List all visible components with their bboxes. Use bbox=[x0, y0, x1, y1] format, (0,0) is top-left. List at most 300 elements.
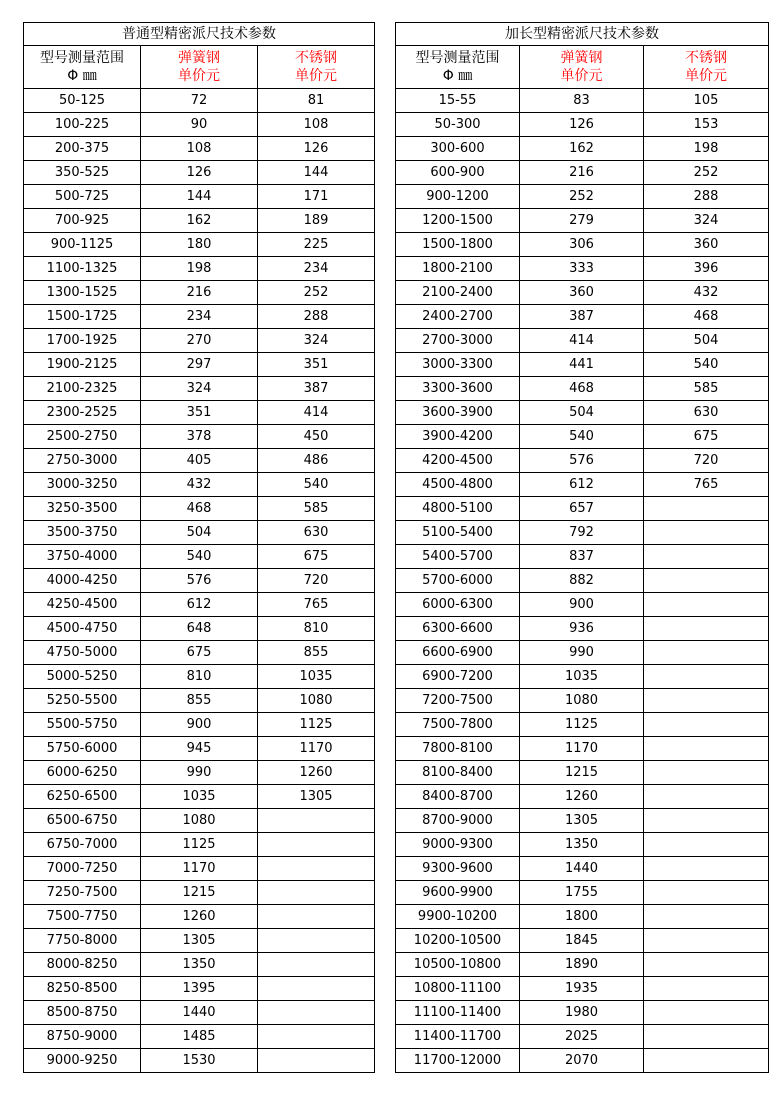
stainless-steel-price-cell: 585 bbox=[644, 377, 769, 401]
stainless-steel-price-cell: 810 bbox=[258, 617, 375, 641]
spring-steel-price-cell: 504 bbox=[520, 401, 644, 425]
range-cell: 6500-6750 bbox=[24, 809, 141, 833]
range-cell: 1700-1925 bbox=[24, 329, 141, 353]
stainless-steel-price-cell bbox=[644, 737, 769, 761]
range-cell: 7200-7500 bbox=[396, 689, 520, 713]
stainless-steel-price-cell bbox=[644, 689, 769, 713]
stainless-steel-price-cell: 153 bbox=[644, 113, 769, 137]
stainless-steel-price-cell bbox=[258, 929, 375, 953]
range-cell: 8700-9000 bbox=[396, 809, 520, 833]
spring-steel-price-cell: 324 bbox=[141, 377, 258, 401]
range-cell: 2100-2400 bbox=[396, 281, 520, 305]
stainless-steel-price-cell bbox=[258, 833, 375, 857]
spring-steel-price-cell: 432 bbox=[141, 473, 258, 497]
stainless-steel-price-cell: 468 bbox=[644, 305, 769, 329]
table-row bbox=[24, 881, 375, 905]
spring-steel-price-cell: 180 bbox=[141, 233, 258, 257]
header-line-2: Φ ㎜ bbox=[442, 68, 473, 84]
range-cell: 10800-11100 bbox=[396, 977, 520, 1001]
stainless-steel-price-cell bbox=[644, 713, 769, 737]
stainless-steel-price-cell bbox=[644, 977, 769, 1001]
spring-steel-price-cell: 1890 bbox=[520, 953, 644, 977]
range-cell: 1500-1800 bbox=[396, 233, 520, 257]
table-row bbox=[24, 665, 375, 689]
stainless-steel-price-cell bbox=[644, 809, 769, 833]
range-cell: 3000-3300 bbox=[396, 353, 520, 377]
stainless-steel-price-cell: 1170 bbox=[258, 737, 375, 761]
range-cell: 1900-2125 bbox=[24, 353, 141, 377]
table-title: 加长型精密派尺技术参数 bbox=[396, 23, 769, 46]
spring-steel-price-cell: 1755 bbox=[520, 881, 644, 905]
header-line-1: 型号测量范围 bbox=[40, 50, 124, 66]
stainless-steel-price-cell bbox=[644, 833, 769, 857]
spring-steel-price-cell: 675 bbox=[141, 641, 258, 665]
table-row bbox=[396, 329, 769, 353]
table-row bbox=[24, 713, 375, 737]
range-cell: 5700-6000 bbox=[396, 569, 520, 593]
table-row bbox=[24, 401, 375, 425]
table-row bbox=[396, 929, 769, 953]
model-range-header bbox=[24, 46, 141, 89]
range-cell: 7500-7800 bbox=[396, 713, 520, 737]
spring-steel-price-cell: 945 bbox=[141, 737, 258, 761]
spring-steel-price-cell: 1350 bbox=[520, 833, 644, 857]
spring-steel-price-cell: 90 bbox=[141, 113, 258, 137]
stainless-steel-price-cell: 288 bbox=[258, 305, 375, 329]
spring-steel-price-cell: 1125 bbox=[141, 833, 258, 857]
range-cell: 2700-3000 bbox=[396, 329, 520, 353]
table-row bbox=[396, 617, 769, 641]
spring-steel-price-cell: 648 bbox=[141, 617, 258, 641]
spring-steel-price-cell: 855 bbox=[141, 689, 258, 713]
spring-steel-price-cell: 387 bbox=[520, 305, 644, 329]
table-row bbox=[396, 665, 769, 689]
stainless-steel-price-cell: 1125 bbox=[258, 713, 375, 737]
spring-steel-price-cell: 612 bbox=[141, 593, 258, 617]
standard-ruler-parameters-table bbox=[23, 22, 375, 1073]
range-cell: 6000-6300 bbox=[396, 593, 520, 617]
stainless-steel-price-cell: 234 bbox=[258, 257, 375, 281]
range-cell: 10200-10500 bbox=[396, 929, 520, 953]
spring-steel-price-cell: 216 bbox=[141, 281, 258, 305]
range-cell: 11400-11700 bbox=[396, 1025, 520, 1049]
table-row bbox=[396, 953, 769, 977]
range-cell: 3500-3750 bbox=[24, 521, 141, 545]
table-row bbox=[24, 569, 375, 593]
range-cell: 8250-8500 bbox=[24, 977, 141, 1001]
header-line-1: 弹簧钢 bbox=[178, 50, 220, 66]
range-cell: 900-1200 bbox=[396, 185, 520, 209]
range-cell: 4750-5000 bbox=[24, 641, 141, 665]
range-cell: 8000-8250 bbox=[24, 953, 141, 977]
range-cell: 6750-7000 bbox=[24, 833, 141, 857]
spring-steel-price-header bbox=[520, 46, 644, 89]
table-row bbox=[24, 185, 375, 209]
spring-steel-price-cell: 468 bbox=[141, 497, 258, 521]
range-cell: 4500-4800 bbox=[396, 473, 520, 497]
range-cell: 6300-6600 bbox=[396, 617, 520, 641]
spring-steel-price-cell: 198 bbox=[141, 257, 258, 281]
range-cell: 100-225 bbox=[24, 113, 141, 137]
range-cell: 4500-4750 bbox=[24, 617, 141, 641]
header-line-2: Φ ㎜ bbox=[67, 68, 97, 84]
spring-steel-price-header bbox=[141, 46, 258, 89]
table-row bbox=[24, 1001, 375, 1025]
spring-steel-price-cell: 144 bbox=[141, 185, 258, 209]
table-row bbox=[24, 425, 375, 449]
table-row bbox=[396, 113, 769, 137]
table-row bbox=[396, 137, 769, 161]
table-row bbox=[24, 785, 375, 809]
range-cell: 9300-9600 bbox=[396, 857, 520, 881]
stainless-steel-price-cell: 675 bbox=[258, 545, 375, 569]
spring-steel-price-cell: 1080 bbox=[520, 689, 644, 713]
table-row bbox=[396, 473, 769, 497]
title-row bbox=[24, 23, 375, 46]
stainless-steel-price-cell: 351 bbox=[258, 353, 375, 377]
table-row bbox=[396, 689, 769, 713]
spring-steel-price-cell: 234 bbox=[141, 305, 258, 329]
range-cell: 5100-5400 bbox=[396, 521, 520, 545]
stainless-steel-price-cell: 126 bbox=[258, 137, 375, 161]
table-row bbox=[24, 617, 375, 641]
stainless-steel-price-cell bbox=[644, 641, 769, 665]
table-row bbox=[24, 809, 375, 833]
stainless-steel-price-cell bbox=[644, 569, 769, 593]
spring-steel-price-cell: 1305 bbox=[520, 809, 644, 833]
spring-steel-price-cell: 414 bbox=[520, 329, 644, 353]
spring-steel-price-cell: 306 bbox=[520, 233, 644, 257]
table-row bbox=[24, 497, 375, 521]
table-row bbox=[396, 1025, 769, 1049]
range-cell: 2100-2325 bbox=[24, 377, 141, 401]
spring-steel-price-cell: 1035 bbox=[141, 785, 258, 809]
table-row bbox=[24, 257, 375, 281]
spring-steel-price-cell: 837 bbox=[520, 545, 644, 569]
range-cell: 5500-5750 bbox=[24, 713, 141, 737]
stainless-steel-price-cell: 1260 bbox=[258, 761, 375, 785]
spring-steel-price-cell: 1800 bbox=[520, 905, 644, 929]
stainless-steel-price-cell: 504 bbox=[644, 329, 769, 353]
table-row bbox=[396, 761, 769, 785]
model-range-header bbox=[396, 46, 520, 89]
table-row bbox=[396, 641, 769, 665]
spring-steel-price-cell: 657 bbox=[520, 497, 644, 521]
spring-steel-price-cell: 1485 bbox=[141, 1025, 258, 1049]
range-cell: 11700-12000 bbox=[396, 1049, 520, 1073]
range-cell: 50-300 bbox=[396, 113, 520, 137]
range-cell: 2500-2750 bbox=[24, 425, 141, 449]
stainless-steel-price-cell bbox=[258, 1049, 375, 1073]
spring-steel-price-cell: 126 bbox=[141, 161, 258, 185]
stainless-steel-price-cell: 324 bbox=[644, 209, 769, 233]
table-row bbox=[24, 737, 375, 761]
spring-steel-price-cell: 792 bbox=[520, 521, 644, 545]
stainless-steel-price-cell: 225 bbox=[258, 233, 375, 257]
stainless-steel-price-cell: 720 bbox=[258, 569, 375, 593]
stainless-steel-price-cell bbox=[644, 545, 769, 569]
stainless-steel-price-cell bbox=[258, 953, 375, 977]
stainless-steel-price-cell bbox=[258, 905, 375, 929]
range-cell: 5750-6000 bbox=[24, 737, 141, 761]
spring-steel-price-cell: 468 bbox=[520, 377, 644, 401]
spring-steel-price-cell: 216 bbox=[520, 161, 644, 185]
table-row bbox=[24, 329, 375, 353]
spring-steel-price-cell: 504 bbox=[141, 521, 258, 545]
range-cell: 3300-3600 bbox=[396, 377, 520, 401]
header-line-2: 单价元 bbox=[178, 68, 220, 84]
table-row bbox=[24, 209, 375, 233]
table-row bbox=[24, 953, 375, 977]
spring-steel-price-cell: 162 bbox=[141, 209, 258, 233]
spring-steel-price-cell: 900 bbox=[141, 713, 258, 737]
stainless-steel-price-cell bbox=[258, 1025, 375, 1049]
spring-steel-price-cell: 378 bbox=[141, 425, 258, 449]
spring-steel-price-cell: 72 bbox=[141, 89, 258, 113]
spring-steel-price-cell: 1125 bbox=[520, 713, 644, 737]
table-row bbox=[24, 449, 375, 473]
range-cell: 4200-4500 bbox=[396, 449, 520, 473]
stainless-steel-price-cell: 396 bbox=[644, 257, 769, 281]
table-row bbox=[396, 593, 769, 617]
table-row bbox=[24, 833, 375, 857]
spring-steel-price-cell: 1260 bbox=[520, 785, 644, 809]
table-row bbox=[24, 305, 375, 329]
spring-steel-price-cell: 540 bbox=[520, 425, 644, 449]
stainless-steel-price-cell: 765 bbox=[644, 473, 769, 497]
table-row bbox=[24, 521, 375, 545]
range-cell: 3250-3500 bbox=[24, 497, 141, 521]
range-cell: 7250-7500 bbox=[24, 881, 141, 905]
spring-steel-price-cell: 1530 bbox=[141, 1049, 258, 1073]
table-row bbox=[24, 1049, 375, 1073]
stainless-steel-price-cell: 252 bbox=[258, 281, 375, 305]
spring-steel-price-cell: 576 bbox=[520, 449, 644, 473]
stainless-steel-price-cell bbox=[644, 905, 769, 929]
range-cell: 2750-3000 bbox=[24, 449, 141, 473]
spring-steel-price-cell: 83 bbox=[520, 89, 644, 113]
table-row bbox=[396, 257, 769, 281]
spring-steel-price-cell: 2025 bbox=[520, 1025, 644, 1049]
range-cell: 7750-8000 bbox=[24, 929, 141, 953]
table-row bbox=[24, 89, 375, 113]
header-line-2: 单价元 bbox=[295, 68, 338, 84]
stainless-steel-price-cell: 630 bbox=[644, 401, 769, 425]
range-cell: 8400-8700 bbox=[396, 785, 520, 809]
range-cell: 1100-1325 bbox=[24, 257, 141, 281]
header-line-1: 不锈钢 bbox=[685, 50, 728, 66]
stainless-steel-price-cell: 1080 bbox=[258, 689, 375, 713]
table-row bbox=[396, 161, 769, 185]
table-row bbox=[396, 521, 769, 545]
table-row bbox=[396, 809, 769, 833]
spring-steel-price-cell: 297 bbox=[141, 353, 258, 377]
spring-steel-price-cell: 882 bbox=[520, 569, 644, 593]
stainless-steel-price-cell bbox=[644, 929, 769, 953]
range-cell: 600-900 bbox=[396, 161, 520, 185]
spring-steel-price-cell: 1035 bbox=[520, 665, 644, 689]
table-row bbox=[24, 473, 375, 497]
table-row bbox=[24, 353, 375, 377]
range-cell: 7500-7750 bbox=[24, 905, 141, 929]
table-row bbox=[396, 785, 769, 809]
spring-steel-price-cell: 2070 bbox=[520, 1049, 644, 1073]
header-row bbox=[396, 46, 769, 89]
stainless-steel-price-cell: 486 bbox=[258, 449, 375, 473]
extended-ruler-parameters-table bbox=[395, 22, 769, 1073]
spring-steel-price-cell: 1170 bbox=[520, 737, 644, 761]
table-row bbox=[396, 281, 769, 305]
stainless-steel-price-cell: 288 bbox=[644, 185, 769, 209]
stainless-steel-price-cell: 720 bbox=[644, 449, 769, 473]
table-row bbox=[396, 833, 769, 857]
table-row bbox=[396, 497, 769, 521]
table-row bbox=[396, 977, 769, 1001]
range-cell: 9900-10200 bbox=[396, 905, 520, 929]
table-row bbox=[396, 377, 769, 401]
table-row bbox=[24, 977, 375, 1001]
stainless-steel-price-cell: 189 bbox=[258, 209, 375, 233]
range-cell: 7800-8100 bbox=[396, 737, 520, 761]
range-cell: 350-525 bbox=[24, 161, 141, 185]
stainless-steel-price-cell bbox=[644, 857, 769, 881]
table-row bbox=[396, 185, 769, 209]
stainless-steel-price-cell: 144 bbox=[258, 161, 375, 185]
spring-steel-price-cell: 279 bbox=[520, 209, 644, 233]
stainless-steel-price-cell bbox=[644, 665, 769, 689]
stainless-steel-price-cell: 630 bbox=[258, 521, 375, 545]
spring-steel-price-cell: 576 bbox=[141, 569, 258, 593]
spring-steel-price-cell: 351 bbox=[141, 401, 258, 425]
range-cell: 6250-6500 bbox=[24, 785, 141, 809]
table-row bbox=[396, 209, 769, 233]
table-row bbox=[396, 905, 769, 929]
spring-steel-price-cell: 441 bbox=[520, 353, 644, 377]
spring-steel-price-cell: 810 bbox=[141, 665, 258, 689]
range-cell: 6600-6900 bbox=[396, 641, 520, 665]
stainless-steel-price-cell: 450 bbox=[258, 425, 375, 449]
range-cell: 1300-1525 bbox=[24, 281, 141, 305]
range-cell: 9000-9300 bbox=[396, 833, 520, 857]
spring-steel-price-cell: 612 bbox=[520, 473, 644, 497]
table-row bbox=[24, 137, 375, 161]
spring-steel-price-cell: 1440 bbox=[520, 857, 644, 881]
stainless-steel-price-cell: 855 bbox=[258, 641, 375, 665]
stainless-steel-price-cell: 540 bbox=[644, 353, 769, 377]
header-row bbox=[24, 46, 375, 89]
range-cell: 500-725 bbox=[24, 185, 141, 209]
range-cell: 6900-7200 bbox=[396, 665, 520, 689]
table-row bbox=[396, 857, 769, 881]
spring-steel-price-cell: 126 bbox=[520, 113, 644, 137]
range-cell: 8100-8400 bbox=[396, 761, 520, 785]
stainless-steel-price-cell: 414 bbox=[258, 401, 375, 425]
spring-steel-price-cell: 1350 bbox=[141, 953, 258, 977]
table-row bbox=[396, 545, 769, 569]
table-row bbox=[396, 233, 769, 257]
spring-steel-price-cell: 900 bbox=[520, 593, 644, 617]
table-row bbox=[396, 881, 769, 905]
stainless-steel-price-cell bbox=[644, 1025, 769, 1049]
spring-steel-price-cell: 990 bbox=[520, 641, 644, 665]
table-row bbox=[24, 761, 375, 785]
range-cell: 9600-9900 bbox=[396, 881, 520, 905]
stainless-steel-price-cell: 171 bbox=[258, 185, 375, 209]
table-row bbox=[396, 449, 769, 473]
range-cell: 10500-10800 bbox=[396, 953, 520, 977]
range-cell: 7000-7250 bbox=[24, 857, 141, 881]
stainless-steel-price-cell bbox=[644, 881, 769, 905]
spring-steel-price-cell: 360 bbox=[520, 281, 644, 305]
spring-steel-price-cell: 1170 bbox=[141, 857, 258, 881]
spring-steel-price-cell: 540 bbox=[141, 545, 258, 569]
range-cell: 300-600 bbox=[396, 137, 520, 161]
table-row bbox=[396, 401, 769, 425]
table-row bbox=[24, 905, 375, 929]
range-cell: 8750-9000 bbox=[24, 1025, 141, 1049]
stainless-steel-price-cell: 324 bbox=[258, 329, 375, 353]
range-cell: 1800-2100 bbox=[396, 257, 520, 281]
stainless-steel-price-header bbox=[644, 46, 769, 89]
stainless-steel-price-cell bbox=[644, 785, 769, 809]
range-cell: 4800-5100 bbox=[396, 497, 520, 521]
stainless-steel-price-cell bbox=[644, 593, 769, 617]
range-cell: 15-55 bbox=[396, 89, 520, 113]
spring-steel-price-cell: 333 bbox=[520, 257, 644, 281]
spring-steel-price-cell: 270 bbox=[141, 329, 258, 353]
stainless-steel-price-cell: 105 bbox=[644, 89, 769, 113]
spring-steel-price-cell: 936 bbox=[520, 617, 644, 641]
table-row bbox=[396, 425, 769, 449]
table-row bbox=[396, 1001, 769, 1025]
range-cell: 50-125 bbox=[24, 89, 141, 113]
table-row bbox=[396, 1049, 769, 1073]
range-cell: 5400-5700 bbox=[396, 545, 520, 569]
stainless-steel-price-cell: 585 bbox=[258, 497, 375, 521]
range-cell: 4000-4250 bbox=[24, 569, 141, 593]
stainless-steel-price-cell: 108 bbox=[258, 113, 375, 137]
table-row bbox=[24, 641, 375, 665]
range-cell: 3900-4200 bbox=[396, 425, 520, 449]
table-row bbox=[396, 305, 769, 329]
spring-steel-price-cell: 1260 bbox=[141, 905, 258, 929]
header-line-1: 不锈钢 bbox=[295, 50, 338, 66]
stainless-steel-price-cell: 675 bbox=[644, 425, 769, 449]
table-row bbox=[396, 569, 769, 593]
spring-steel-price-cell: 162 bbox=[520, 137, 644, 161]
spring-steel-price-cell: 1215 bbox=[520, 761, 644, 785]
header-line-1: 型号测量范围 bbox=[415, 50, 500, 66]
spring-steel-price-cell: 405 bbox=[141, 449, 258, 473]
stainless-steel-price-cell bbox=[258, 809, 375, 833]
stainless-steel-price-cell: 1305 bbox=[258, 785, 375, 809]
stainless-steel-price-cell bbox=[644, 953, 769, 977]
table-row bbox=[24, 857, 375, 881]
table-row bbox=[24, 161, 375, 185]
range-cell: 3000-3250 bbox=[24, 473, 141, 497]
stainless-steel-price-cell: 432 bbox=[644, 281, 769, 305]
range-cell: 1200-1500 bbox=[396, 209, 520, 233]
stainless-steel-price-cell bbox=[258, 977, 375, 1001]
range-cell: 1500-1725 bbox=[24, 305, 141, 329]
stainless-steel-price-cell bbox=[644, 617, 769, 641]
spring-steel-price-cell: 1080 bbox=[141, 809, 258, 833]
stainless-steel-price-cell: 81 bbox=[258, 89, 375, 113]
table-row bbox=[24, 113, 375, 137]
spring-steel-price-cell: 1935 bbox=[520, 977, 644, 1001]
stainless-steel-price-cell: 252 bbox=[644, 161, 769, 185]
table-row bbox=[24, 233, 375, 257]
